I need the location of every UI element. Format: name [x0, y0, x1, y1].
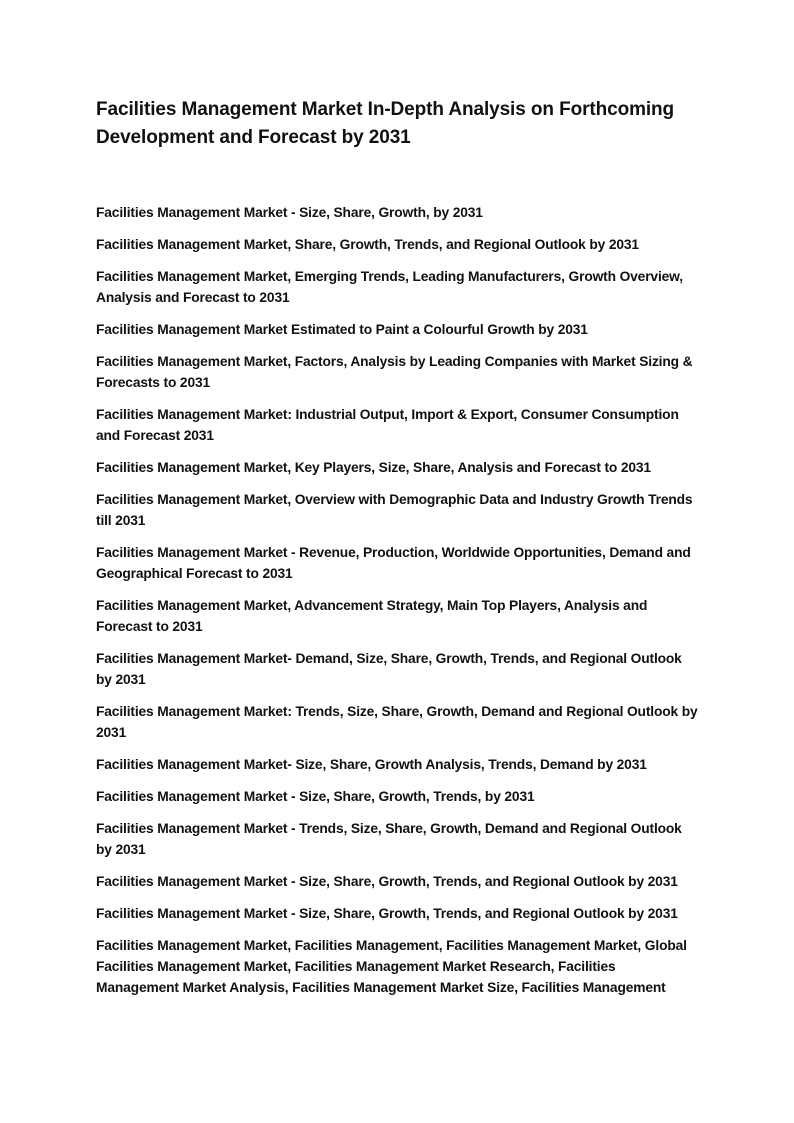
headline-item: Facilities Management Market, Overview with Demographic Data and Industry Growth Trends till 2031: [96, 492, 693, 528]
document-page: [96, 96, 700, 998]
headline-item: Facilities Management Market, Factors, Analysis by Leading Companies with Market Sizing & Forecasts to 2031: [96, 354, 693, 390]
headline-item: Facilities Management Market: Trends, Size, Share, Growth, Demand and Regional Outlook by 2031: [96, 704, 698, 740]
page-title: Facilities Management Market In-Depth Analysis on Forthcoming Development and Forecast by 2031: [96, 99, 675, 148]
headline-item: Facilities Management Market Estimated to Paint a Colourful Growth by 2031: [96, 322, 588, 337]
headline-item: Facilities Management Market - Size, Share, Growth, by 2031: [96, 205, 483, 220]
headline-item: Facilities Management Market, Share, Growth, Trends, and Regional Outlook by 2031: [96, 237, 639, 252]
headline-item: Facilities Management Market, Emerging Trends, Leading Manufacturers, Growth Overview, Analysis and Forecast to 2031: [96, 269, 683, 305]
headline-list: [96, 202, 700, 924]
headline-item: Facilities Management Market - Size, Share, Growth, Trends, by 2031: [96, 789, 535, 804]
headline-item: Facilities Management Market- Demand, Size, Share, Growth, Trends, and Regional Outlook by 2031: [96, 651, 682, 687]
headline-item: Facilities Management Market, Advancement Strategy, Main Top Players, Analysis and Forecast to 2031: [96, 598, 648, 634]
headline-item: Facilities Management Market: Industrial Output, Import & Export, Consumer Consumption and Forecast 2031: [96, 407, 679, 443]
headline-item: Facilities Management Market - Size, Share, Growth, Trends, and Regional Outlook by 2031: [96, 874, 678, 889]
keyword-tags: Facilities Management Market, Facilities Management, Facilities Management Market, Global Facilities Management Market, Facilities Management Market Research, Facilities Management Market Analysis, Facilities Management Market Size, Facilities Management: [96, 938, 687, 995]
headline-item: Facilities Management Market - Trends, Size, Share, Growth, Demand and Regional Outlook by 2031: [96, 821, 682, 857]
headline-item: Facilities Management Market, Key Players, Size, Share, Analysis and Forecast to 2031: [96, 460, 651, 475]
headline-item: Facilities Management Market - Revenue, Production, Worldwide Opportunities, Demand and Geographical Forecast to 2031: [96, 545, 691, 581]
headline-item: Facilities Management Market - Size, Share, Growth, Trends, and Regional Outlook by 2031: [96, 906, 678, 921]
headline-item: Facilities Management Market- Size, Share, Growth Analysis, Trends, Demand by 2031: [96, 757, 647, 772]
